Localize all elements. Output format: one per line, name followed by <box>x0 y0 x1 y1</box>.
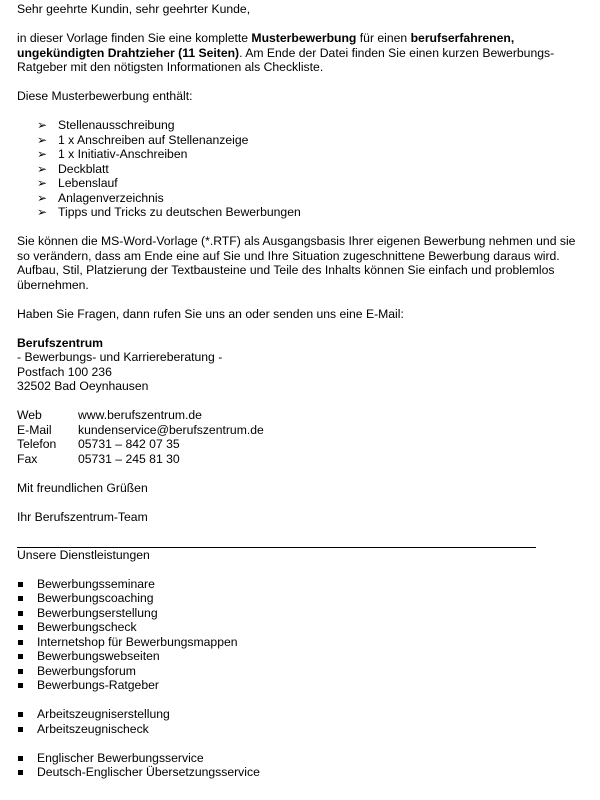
square-bullet-icon <box>18 654 23 659</box>
arrow-bullet-icon: ➢ <box>37 205 48 219</box>
list-item: ➢ 1 x Initiativ-Anschreiben <box>37 147 188 161</box>
services-list-english <box>17 751 577 780</box>
signature: Ihr Berufszentrum-Team <box>17 509 148 524</box>
square-bullet-icon <box>18 727 23 732</box>
arrow-bullet-icon: ➢ <box>37 161 48 176</box>
list-item: ➢ Stellenausschreibung <box>37 118 175 132</box>
services-list-main <box>17 577 577 693</box>
services-heading: Unsere Dienstleistungen <box>17 547 150 562</box>
list-item: ➢ Lebenslauf <box>37 176 118 190</box>
company-name: Berufszentrum <box>17 335 104 350</box>
intro-paragraph <box>17 31 577 75</box>
intro-bold-musterbewerbung: Musterbewerbung <box>251 31 357 45</box>
square-bullet-icon <box>18 625 23 630</box>
contents-heading: Diese Musterbewerbung enthält: <box>17 89 193 103</box>
arrow-bullet-icon: ➢ <box>37 176 48 190</box>
square-bullet-icon <box>18 756 23 761</box>
company-city: 32502 Bad Oeynhausen <box>17 379 149 393</box>
list-item: ➢ Anlagenverzeichnis <box>37 190 164 205</box>
square-bullet-icon <box>18 770 23 775</box>
contact-row-fax: Fax 05731 – 245 81 30 <box>17 451 180 466</box>
closing: Mit freundlichen Grüßen <box>17 480 148 495</box>
square-bullet-icon <box>18 596 23 601</box>
phone-number: 05731 – 842 07 35 <box>78 437 180 451</box>
list-item: ➢ 1 x Anschreiben auf Stellenanzeige <box>37 132 249 147</box>
services-list-references <box>17 707 577 736</box>
square-bullet-icon <box>18 611 23 616</box>
web-link[interactable]: www.berufszentrum.de <box>78 408 202 422</box>
arrow-bullet-icon: ➢ <box>37 147 48 161</box>
list-item: Deutsch-Englischer Übersetzungsservice <box>17 765 577 780</box>
arrow-bullet-icon: ➢ <box>37 118 48 132</box>
list-item: Arbeitszeugnischeck <box>17 722 577 737</box>
greeting: Sehr geehrte Kundin, sehr geehrter Kunde, <box>17 2 251 16</box>
list-item: ➢ Tipps und Tricks zu deutschen Bewerbungen <box>37 205 301 219</box>
arrow-bullet-icon: ➢ <box>37 132 48 147</box>
contact-row-web: Web www.berufszentrum.de <box>17 408 202 422</box>
list-item: Bewerbungsseminare <box>17 577 577 592</box>
contact-block <box>17 408 577 466</box>
company-tagline: - Bewerbungs- und Karriereberatung - <box>17 350 223 364</box>
square-bullet-icon <box>18 683 23 688</box>
intro-text-3: . Am Ende der Datei finden Sie einen kurzen Bewerbungs-Ratgeber mit den nötigsten Informationen als Checkliste. <box>17 45 555 74</box>
company-postbox: Postfach 100 236 <box>17 364 112 379</box>
intro-bold-profession: berufserfahrenen, ungekündigten Drahtzieher (11 Seiten) <box>17 31 515 60</box>
square-bullet-icon <box>18 640 23 645</box>
square-bullet-icon <box>18 582 23 587</box>
contact-row-email: E-Mail kundenservice@berufszentrum.de <box>17 422 264 437</box>
square-bullet-icon <box>18 712 23 717</box>
list-item: Bewerbungsforum <box>17 664 577 679</box>
list-item: Bewerbungscoaching <box>17 591 577 606</box>
intro-text-1: in dieser Vorlage finden Sie eine komplette <box>17 31 252 45</box>
square-bullet-icon <box>18 669 23 674</box>
list-item: ➢ Deckblatt <box>37 161 109 176</box>
contact-row-phone: Telefon 05731 – 842 07 35 <box>17 437 180 451</box>
list-item: Internetshop für Bewerbungsmappen <box>17 635 577 650</box>
intro-text-2: für einen <box>356 31 411 45</box>
usage-paragraph: Sie können die MS-Word-Vorlage (*.RTF) als Ausgangsbasis Ihrer eigenen Bewerbung nehmen und sie so verändern, dass am Ende eine auf Sie und Ihre Situation zugeschnittene Bewerbung daraus wird. Aufbau, Stil, Platzierung der Textbausteine und Teile des Inhalts können Sie einfach und problemlos übernehmen. <box>17 234 576 292</box>
arrow-bullet-icon: ➢ <box>37 190 48 205</box>
list-item: Bewerbungs-Ratgeber <box>17 678 577 693</box>
fax-number: 05731 – 245 81 30 <box>78 451 180 466</box>
list-item: Arbeitszeugniserstellung <box>17 707 577 722</box>
list-item: Bewerbungserstellung <box>17 606 577 621</box>
questions-paragraph: Haben Sie Fragen, dann rufen Sie uns an oder senden uns eine E-Mail: <box>17 306 404 321</box>
list-item: Bewerbungswebseiten <box>17 649 577 664</box>
email-link[interactable]: kundenservice@berufszentrum.de <box>78 422 264 437</box>
contents-list <box>17 118 577 220</box>
list-item: Bewerbungscheck <box>17 620 577 635</box>
list-item: Englischer Bewerbungsservice <box>17 751 577 766</box>
document-page <box>17 2 577 780</box>
